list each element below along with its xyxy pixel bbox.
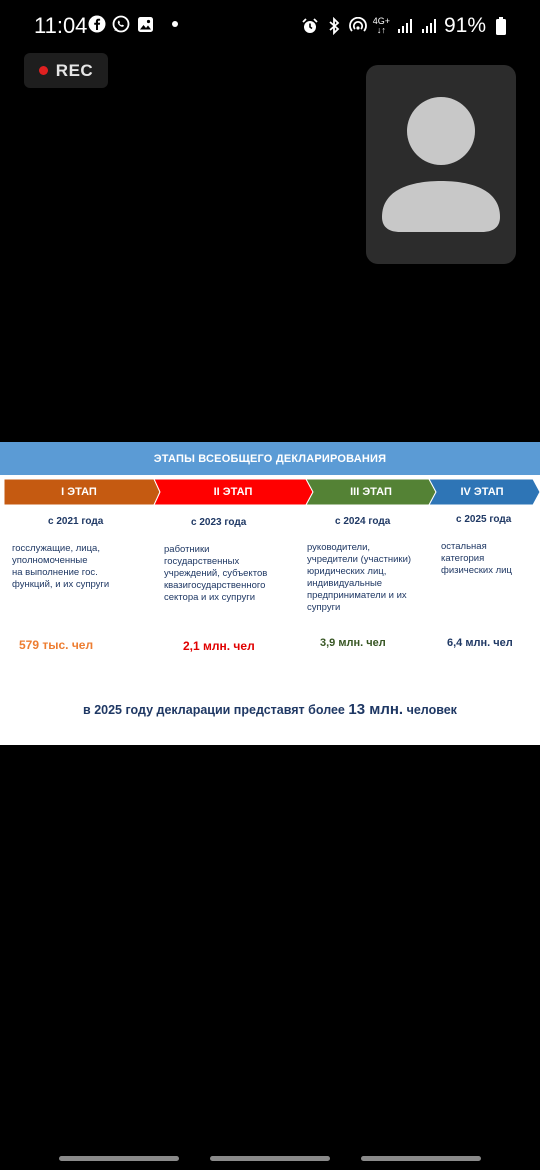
network-type: 4G+ xyxy=(372,16,390,26)
description-line: на выполнение гос. xyxy=(12,567,98,578)
stage-4-label: IV ЭТАП xyxy=(460,486,504,498)
stage-4-description xyxy=(441,541,512,577)
stage-1-year: с 2021 года xyxy=(48,516,104,527)
description-line: руководители, xyxy=(307,542,371,553)
description-line: уполномоченные xyxy=(12,555,88,566)
signal-icon xyxy=(396,17,414,35)
whatsapp-icon xyxy=(112,15,130,33)
recording-indicator[interactable] xyxy=(24,53,108,88)
slide-header xyxy=(0,442,540,475)
description-line: физических лиц xyxy=(441,565,512,576)
status-right-icons xyxy=(301,14,510,38)
stage-3-year: с 2024 года xyxy=(335,516,391,527)
description-line: супруги xyxy=(307,602,341,613)
facebook-icon xyxy=(88,15,106,33)
stage-4-year: с 2025 года xyxy=(456,514,512,525)
recording-dot-icon xyxy=(39,66,48,75)
description-line: учреждений, субъектов xyxy=(164,568,268,579)
stage-3-label: III ЭТАП xyxy=(350,486,392,498)
description-line: юридических лиц, xyxy=(307,566,387,577)
description-line: государственных xyxy=(164,556,240,567)
description-line: квазигосударственного xyxy=(164,580,266,591)
stage-1-count: 579 тыс. чел xyxy=(19,638,94,652)
slide-summary xyxy=(0,701,540,718)
gallery-icon xyxy=(136,15,154,33)
alarm-icon xyxy=(301,17,319,35)
bluetooth-icon xyxy=(325,17,343,35)
notification-dot xyxy=(172,21,178,27)
stage-3-description xyxy=(307,542,411,614)
summary-highlight: 13 млн. xyxy=(348,701,404,718)
description-line: работники xyxy=(164,544,210,555)
description-line: учредители (участники) xyxy=(307,554,412,565)
slide-title: ЭТАПЫ ВСЕОБЩЕГО ДЕКЛАРИРОВАНИЯ xyxy=(153,452,387,465)
description-line: госслужащие, лица, xyxy=(12,543,100,554)
description-line: остальная xyxy=(441,541,487,552)
recording-label: REC xyxy=(55,60,94,80)
stage-2-year: с 2023 года xyxy=(191,517,247,528)
status-time: 11:04 xyxy=(34,13,88,38)
self-video-tile[interactable] xyxy=(366,65,516,264)
summary-suffix: человек xyxy=(406,703,457,717)
status-left-icons xyxy=(88,15,178,33)
description-line: индивидуальные xyxy=(307,578,383,589)
stage-1-description xyxy=(12,543,109,591)
stage-2-label: II ЭТАП xyxy=(213,486,253,498)
back-button[interactable] xyxy=(361,1156,481,1161)
summary-prefix: в 2025 году декларации представят более xyxy=(83,703,345,717)
description-line: функций, и их супруги xyxy=(12,579,110,590)
shared-presentation-slide xyxy=(0,442,540,745)
description-line: предприниматели и их xyxy=(307,590,407,601)
home-button[interactable] xyxy=(210,1156,330,1161)
stage-2-count: 2,1 млн. чел xyxy=(183,639,255,653)
signal-icon xyxy=(420,17,438,35)
status-bar xyxy=(0,0,540,52)
stage-1-label: I ЭТАП xyxy=(61,486,97,498)
stage-4-count: 6,4 млн. чел xyxy=(447,637,513,649)
battery-percentage: 91% xyxy=(443,14,486,37)
description-line: сектора и их супруги xyxy=(164,592,256,603)
battery-icon xyxy=(492,17,510,35)
stage-3-count: 3,9 млн. чел xyxy=(320,637,386,649)
recent-apps-button[interactable] xyxy=(59,1156,179,1161)
navigation-bar xyxy=(0,1146,540,1170)
4g-icon: 4G+ ↓↑ xyxy=(372,16,390,35)
stage-2-description xyxy=(164,544,267,604)
person-placeholder-icon xyxy=(366,65,516,264)
hotspot-icon xyxy=(349,17,367,35)
description-line: категория xyxy=(441,553,485,564)
